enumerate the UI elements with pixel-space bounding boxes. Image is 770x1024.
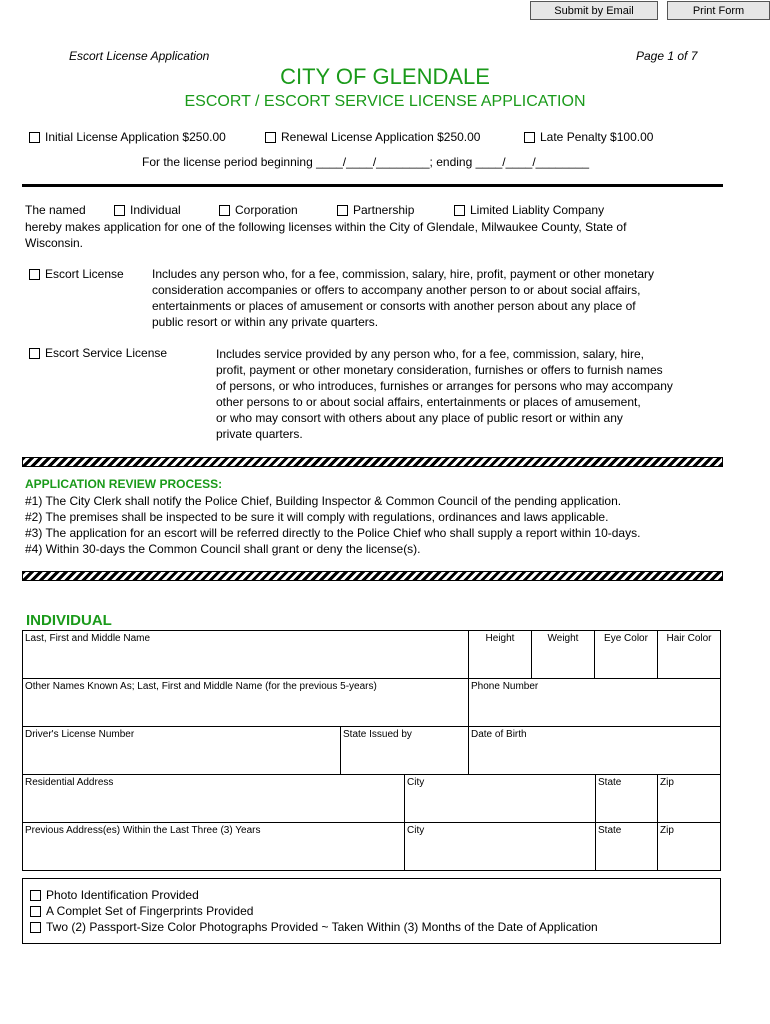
drivers-license-label: Driver's License Number xyxy=(25,729,135,740)
named-llc-checkbox[interactable] xyxy=(454,205,465,216)
city-label: City xyxy=(407,777,425,788)
state-field[interactable] xyxy=(595,774,658,823)
description-line: profit, payment or other monetary consideration, furnishes or offers to furnish names xyxy=(216,363,663,377)
description-line: Includes service provided by any person who, for a fee, commission, salary, hire, xyxy=(216,347,644,361)
residential-address-label: Residential Address xyxy=(25,777,114,788)
escort-license-checkbox[interactable] xyxy=(29,269,40,280)
city-title: CITY OF GLENDALE xyxy=(280,64,490,89)
height-label: Height xyxy=(485,633,515,644)
review-item: #2) The premises shall be inspected to be sure it will comply with regulations, ordinances and laws applicable. xyxy=(25,510,609,524)
named-partnership-checkbox[interactable] xyxy=(337,205,348,216)
escort-license-label: Escort License xyxy=(45,267,124,281)
previous-state-input[interactable] xyxy=(598,840,655,868)
dob-field[interactable] xyxy=(468,726,721,775)
review-item: #1) The City Clerk shall notify the Police Chief, Building Inspector & Common Council of the pending application. xyxy=(25,494,622,508)
previous-state-label: State xyxy=(598,825,622,836)
fee-late-checkbox[interactable] xyxy=(524,132,535,143)
named-corporation-checkbox[interactable] xyxy=(219,205,230,216)
fee-late xyxy=(524,130,653,144)
individual-grid-cells xyxy=(22,630,721,871)
city-input[interactable] xyxy=(407,792,593,820)
checklist-label: A Complet Set of Fingerprints Provided xyxy=(46,904,254,918)
print-form-button[interactable]: Print Form xyxy=(667,1,770,20)
photographs-checkbox[interactable] xyxy=(30,922,41,933)
fee-renewal-label: Renewal License Application $250.00 xyxy=(281,130,481,144)
form-name: Escort License Application xyxy=(69,49,210,63)
named-llc xyxy=(454,203,604,217)
named-individual-label: Individual xyxy=(130,203,181,217)
hair-color-field[interactable] xyxy=(657,630,721,679)
fingerprints-checkbox[interactable] xyxy=(30,906,41,917)
previous-address-input[interactable] xyxy=(25,840,402,868)
dob-input[interactable] xyxy=(471,744,718,772)
weight-label: Weight xyxy=(547,633,579,644)
phone-field[interactable] xyxy=(468,678,721,727)
document-checklist xyxy=(22,878,721,944)
fee-initial-checkbox[interactable] xyxy=(29,132,40,143)
named-partnership xyxy=(337,203,414,217)
height-input[interactable] xyxy=(471,648,529,676)
named-corporation xyxy=(219,203,298,217)
previous-city-label: City xyxy=(407,825,425,836)
fee-initial-label: Initial License Application $250.00 xyxy=(45,130,226,144)
zip-field[interactable] xyxy=(657,774,721,823)
other-names-field[interactable] xyxy=(22,678,469,727)
hatch-divider xyxy=(22,457,723,467)
city-field[interactable] xyxy=(404,774,596,823)
dob-label: Date of Birth xyxy=(471,729,527,740)
escort-service-label: Escort Service License xyxy=(45,346,168,360)
escort-service-description xyxy=(216,346,673,442)
zip-input[interactable] xyxy=(660,792,718,820)
eye-color-label: Eye Color xyxy=(604,633,648,644)
state-issued-field[interactable] xyxy=(340,726,469,775)
previous-zip-field[interactable] xyxy=(657,822,721,871)
named-corporation-label: Corporation xyxy=(235,203,298,217)
previous-city-input[interactable] xyxy=(407,840,593,868)
escort-service-option xyxy=(29,346,167,360)
fee-renewal xyxy=(265,130,480,144)
checklist-item xyxy=(30,920,598,934)
residential-address-input[interactable] xyxy=(25,792,402,820)
review-item: #4) Within 30-days the Common Council shall grant or deny the license(s). xyxy=(25,542,421,556)
state-issued-input[interactable] xyxy=(343,744,466,772)
other-names-label: Other Names Known As; Last, First and Middle Name (for the previous 5-years) xyxy=(25,681,377,692)
description-line: private quarters. xyxy=(216,427,303,441)
review-list xyxy=(25,493,640,557)
description-line: public resort or within any private quarters. xyxy=(152,315,379,329)
named-text-2: Wisconsin. xyxy=(25,236,84,250)
previous-address-label: Previous Address(es) Within the Last Three (3) Years xyxy=(25,825,261,836)
fee-renewal-checkbox[interactable] xyxy=(265,132,276,143)
phone-input[interactable] xyxy=(471,696,718,724)
weight-field[interactable] xyxy=(531,630,595,679)
residential-address-field[interactable] xyxy=(22,774,405,823)
divider xyxy=(22,184,723,187)
named-text-1: hereby makes application for one of the following licenses within the City of Glendale, Milwaukee County, State of xyxy=(25,220,627,234)
fee-late-label: Late Penalty $100.00 xyxy=(540,130,654,144)
name-input[interactable] xyxy=(25,648,466,676)
eye-color-input[interactable] xyxy=(597,648,655,676)
description-line: of persons, or who introduces, furnishes or arranges for persons who may accompany xyxy=(216,379,673,393)
previous-address-field[interactable] xyxy=(22,822,405,871)
checklist-item xyxy=(30,888,199,902)
hair-color-input[interactable] xyxy=(660,648,718,676)
hair-color-label: Hair Color xyxy=(666,633,712,644)
hatch-divider xyxy=(22,571,723,581)
review-heading: APPLICATION REVIEW PROCESS: xyxy=(25,477,223,491)
checklist-label: Photo Identification Provided xyxy=(46,888,199,902)
previous-zip-input[interactable] xyxy=(660,840,718,868)
previous-city-field[interactable] xyxy=(404,822,596,871)
named-individual xyxy=(114,203,181,217)
eye-color-field[interactable] xyxy=(594,630,658,679)
other-names-input[interactable] xyxy=(25,696,466,724)
checklist-label: Two (2) Passport-Size Color Photographs Provided ~ Taken Within (3) Months of the Date of Application xyxy=(46,920,598,934)
state-input[interactable] xyxy=(598,792,655,820)
drivers-license-input[interactable] xyxy=(25,744,338,772)
drivers-license-field[interactable] xyxy=(22,726,341,775)
named-individual-checkbox[interactable] xyxy=(114,205,125,216)
description-line: entertainments or places of amusement or consorts with another person about any place of xyxy=(152,299,636,313)
review-item: #3) The application for an escort will be referred directly to the Police Chief who shall supply a report within 10-days. xyxy=(25,526,641,540)
state-issued-label: State Issued by xyxy=(343,729,412,740)
named-partnership-label: Partnership xyxy=(353,203,415,217)
description-line: other persons to or about social affairs, entertainments or places of amusement, xyxy=(216,395,641,409)
named-llc-label: Limited Liablity Company xyxy=(470,203,605,217)
description-line: Includes any person who, for a fee, commission, salary, hire, profit, payment or other monetary xyxy=(152,267,655,281)
name-label: Last, First and Middle Name xyxy=(25,633,151,644)
zip-label: Zip xyxy=(660,777,674,788)
phone-label: Phone Number xyxy=(471,681,539,692)
previous-state-field[interactable] xyxy=(595,822,658,871)
escort-license-description xyxy=(152,266,654,330)
photo-id-checkbox[interactable] xyxy=(30,890,41,901)
previous-zip-label: Zip xyxy=(660,825,674,836)
checklist-item xyxy=(30,904,253,918)
state-label: State xyxy=(598,777,622,788)
weight-input[interactable] xyxy=(534,648,592,676)
description-line: or who may consort with others about any place of public resort or within any xyxy=(216,411,623,425)
submit-by-email-button[interactable]: Submit by Email xyxy=(530,1,658,20)
individual-heading: INDIVIDUAL xyxy=(26,612,112,629)
height-field[interactable] xyxy=(468,630,532,679)
escort-service-checkbox[interactable] xyxy=(29,348,40,359)
form-subtitle: ESCORT / ESCORT SERVICE LICENSE APPLICATION xyxy=(184,93,586,110)
license-period: For the license period beginning ____/____/________; ending ____/____/________ xyxy=(142,155,590,169)
fee-initial xyxy=(29,130,226,144)
description-line: consideration accompanies or offers to accompany another person to or about social affairs, xyxy=(152,283,641,297)
name-field[interactable] xyxy=(22,630,469,679)
escort-license-option xyxy=(29,267,124,281)
named-label: The named xyxy=(25,203,86,217)
page-number: Page 1 of 7 xyxy=(636,49,698,63)
